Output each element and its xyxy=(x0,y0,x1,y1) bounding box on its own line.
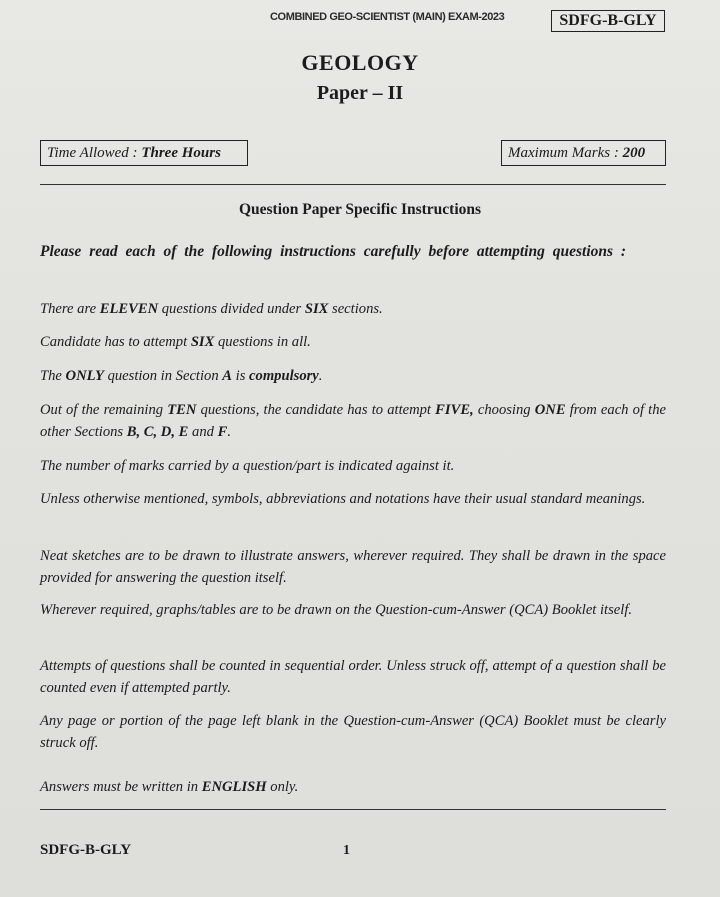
time-allowed-label: Time Allowed : xyxy=(47,145,142,161)
instruction-item: Neat sketches are to be drawn to illustrate answers, wherever required. They shall be drawn in the space provided for answering the question itself. xyxy=(40,548,666,586)
instruction-item: Answers must be written in ENGLISH only. xyxy=(40,779,299,795)
instruction-item: Out of the remaining TEN questions, the candidate has to attempt FIVE, choosing ONE from each of the other Sections B, C, D, E and F. xyxy=(40,402,667,440)
instruction-item: Unless otherwise mentioned, symbols, abbreviations and notations have their usual standard meanings. xyxy=(40,491,646,507)
page-number: 1 xyxy=(343,843,350,858)
time-allowed-value: Three Hours xyxy=(141,145,221,161)
instruction-item: There are ELEVEN questions divided under SIX sections. xyxy=(40,301,383,317)
instruction-item: Wherever required, graphs/tables are to be drawn on the Question-cum-Answer (QCA) Booklet itself. xyxy=(40,602,633,618)
top-divider xyxy=(40,184,666,185)
exam-name: COMBINED GEO-SCIENTIST (MAIN) EXAM-2023 xyxy=(270,11,505,23)
instruction-item: The ONLY question in Section A is compulsory. xyxy=(40,368,323,384)
maximum-marks-label: Maximum Marks : xyxy=(508,145,623,161)
subject-title: GEOLOGY xyxy=(301,50,419,75)
paper-number: Paper – II xyxy=(316,82,404,104)
instruction-item: Any page or portion of the page left blank in the Question-cum-Answer (QCA) Booklet must be clearly struck off. xyxy=(40,713,666,751)
maximum-marks-box xyxy=(501,140,666,166)
maximum-marks-value: 200 xyxy=(622,145,646,161)
instruction-item: The number of marks carried by a question/part is indicated against it. xyxy=(40,458,455,474)
bottom-divider xyxy=(40,809,666,810)
instruction-item: Attempts of questions shall be counted in sequential order. Unless struck off, attempt of a question shall be counted even if attempted partly. xyxy=(40,658,666,696)
instructions-heading: Question Paper Specific Instructions xyxy=(238,201,482,218)
instruction-item: Candidate has to attempt SIX questions in all. xyxy=(40,334,311,350)
paper-code-box: SDFG-B-GLY xyxy=(551,10,665,32)
time-allowed-box xyxy=(40,140,248,166)
instructions-lead: Please read each of the following instructions carefully before attempting questions : xyxy=(40,243,627,260)
footer-paper-code: SDFG-B-GLY xyxy=(40,842,132,858)
